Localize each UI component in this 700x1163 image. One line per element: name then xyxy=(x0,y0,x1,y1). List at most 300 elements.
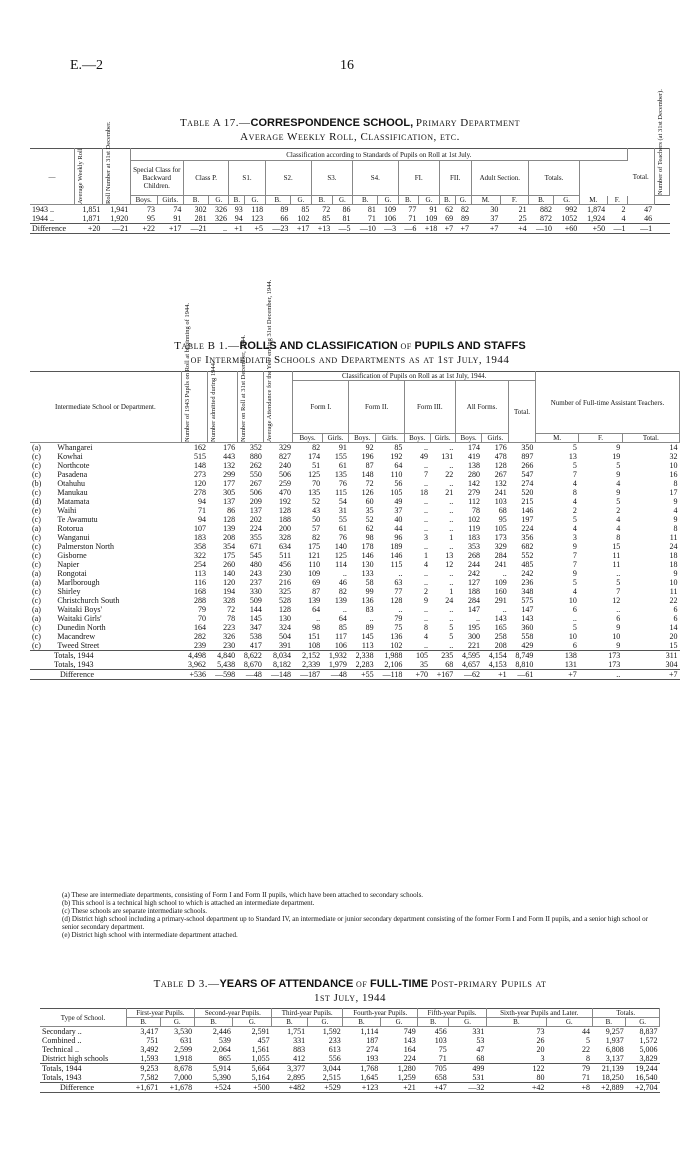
col-second-year: Second-year Pupils. xyxy=(194,1009,272,1018)
cell: 266 xyxy=(521,461,534,470)
cell: 865 xyxy=(218,1054,231,1063)
cell: 1,259 xyxy=(397,1073,416,1082)
table-row xyxy=(30,587,680,596)
cell: 10 xyxy=(669,578,678,587)
cell: 71 xyxy=(582,1073,590,1082)
cell: 506 xyxy=(249,488,262,497)
cell: .. xyxy=(369,614,374,623)
cell: 86 xyxy=(227,506,236,515)
cell: 682 xyxy=(521,542,534,551)
cell: 9 xyxy=(673,497,678,506)
subheader-cell: B. xyxy=(592,1018,626,1027)
cell: Napier xyxy=(57,560,80,569)
cell: 73 xyxy=(536,1027,545,1036)
cell: 1,851 xyxy=(82,205,101,214)
cell: 1,751 xyxy=(287,1027,306,1036)
cell: 11 xyxy=(669,587,678,596)
cell: 7 xyxy=(572,551,577,560)
cell: .. xyxy=(424,641,429,650)
cell: 215 xyxy=(521,497,534,506)
cell: 5 xyxy=(572,515,577,524)
cell: 128 xyxy=(278,506,291,515)
cell: 125 xyxy=(308,470,321,479)
cell: .. xyxy=(449,443,454,452)
cell: 216 xyxy=(278,578,291,587)
cell: 128 xyxy=(390,596,403,605)
cell: 70 xyxy=(312,479,321,488)
cell: 11 xyxy=(612,551,621,560)
cell: 164 xyxy=(403,1045,416,1054)
cell: 52 xyxy=(365,515,374,524)
col-fifth-year: Fifth-year Pupils. xyxy=(418,1009,487,1018)
subheader-cell: G. xyxy=(160,1018,194,1027)
col-s2: S2. xyxy=(265,161,311,196)
cell: 137 xyxy=(223,497,236,506)
table-row xyxy=(30,506,680,515)
cell: 26 xyxy=(536,1036,545,1045)
cell: 18 xyxy=(669,560,678,569)
table-row xyxy=(30,524,680,533)
cell: Wanganui xyxy=(57,533,90,542)
cell: +18 xyxy=(424,224,438,233)
subheader-cell: Boys. xyxy=(130,196,157,205)
cell: 4 xyxy=(673,506,678,515)
cell: 119 xyxy=(468,524,480,533)
cell: 94 xyxy=(197,497,206,506)
cell: +17 xyxy=(296,224,310,233)
cell: Palmerston North xyxy=(57,542,115,551)
cell: 5 xyxy=(616,461,621,470)
subheader-cell: F. xyxy=(607,196,627,205)
cell: 221 xyxy=(467,641,480,650)
cell: 3,044 xyxy=(322,1064,341,1073)
cell: 173 xyxy=(608,651,621,660)
cell: 1,114 xyxy=(360,1027,379,1036)
col-roll-number: Roll Number at 31st December. xyxy=(104,121,112,204)
cell: 76 xyxy=(338,533,347,542)
cell: 2,895 xyxy=(287,1073,306,1082)
cell: —62 xyxy=(463,670,480,679)
cell: 103 xyxy=(434,1036,447,1045)
cell: 80 xyxy=(536,1073,545,1082)
cell: Totals, 1943 xyxy=(54,660,94,669)
cell: 259 xyxy=(278,479,291,488)
cell: Secondary .. xyxy=(42,1027,82,1036)
cell: 82 xyxy=(461,205,470,214)
cell: 148 xyxy=(193,461,206,470)
cell: 324 xyxy=(278,623,291,632)
cell: 350 xyxy=(521,443,534,452)
cell: 235 xyxy=(441,651,454,660)
cell: 1,055 xyxy=(251,1054,270,1063)
cell: 8 xyxy=(424,623,429,632)
cell: 105 xyxy=(390,488,403,497)
cell: 9 xyxy=(616,623,621,632)
cell: 671 xyxy=(249,542,262,551)
cell: 178 xyxy=(361,542,374,551)
subheader-cell: G. xyxy=(449,1018,487,1027)
cell: 6,808 xyxy=(605,1045,624,1054)
table-a17: — Average Weekly Roll Roll Number at 31st December. Classification according to Standards of Pupils on Roll at 1st July. Total. Number of Teachers (at 31st December). Special Class for Backward Children. Class P. S1. S2. S3. S4. FI. FII. Adult Section. Totals. Boys. Girls. B. G. B. G. B. G. B. G. B. G. B. G. B. G. M. F. B. G. M. F. 1943 .. 1,851 1,941 73 74 302 326 93 118 89 85 72 86 81 109 77 91 62 82 30 21 882 992 1,874 2 47 1944 .. 1,871 1,920 95 91 281 326 94 123 66 102 85 81 71 106 71 109 69 89 37 25 872 1052 1,924 4 46 Difference +20 —21 +22 +17 —21 .. +1 +5 —23 +17 +13 —5 —10 —3 —6 +18 +7 +7 +7 +4 —10 +60 +50 —1 —1 xyxy=(30,148,670,234)
cell: 60 xyxy=(365,497,374,506)
subheader-cell: G. xyxy=(209,196,229,205)
col-f1: FI. xyxy=(398,161,439,196)
cell: 147 xyxy=(521,605,534,614)
cell: —148 xyxy=(270,670,291,679)
subheader-cell: B. xyxy=(529,196,554,205)
cell: 77 xyxy=(394,587,403,596)
cell: 82 xyxy=(312,533,321,542)
cell: 2 xyxy=(424,587,429,596)
cell: 282 xyxy=(193,632,206,641)
cell: 552 xyxy=(521,551,534,560)
cell: 165 xyxy=(494,623,507,632)
cell: 241 xyxy=(494,560,507,569)
cell: +524 xyxy=(214,1083,231,1092)
cell: 5 xyxy=(572,623,577,632)
cell: 304 xyxy=(665,660,678,669)
cell: 21,139 xyxy=(601,1064,624,1073)
cell: 131 xyxy=(564,660,577,669)
cell: —6 xyxy=(404,224,417,233)
cell: 13 xyxy=(445,551,454,560)
cell: 110 xyxy=(308,560,321,569)
subheader-cell: Girls. xyxy=(376,434,405,443)
cell: 146 xyxy=(361,551,374,560)
table-row xyxy=(30,452,680,461)
totals-row xyxy=(40,1073,660,1083)
cell: 224 xyxy=(521,524,534,533)
subheader-cell: B. xyxy=(343,1018,381,1027)
cell: +1 xyxy=(498,670,507,679)
cell: 470 xyxy=(278,488,291,497)
subheader-cell: G. xyxy=(307,1018,343,1027)
cell: Northcote xyxy=(57,461,90,470)
cell: 49 xyxy=(420,452,429,461)
cell: 71 xyxy=(438,1054,447,1063)
cell: 49 xyxy=(394,497,403,506)
cell: 70 xyxy=(197,614,206,623)
cell: 131 xyxy=(441,452,454,461)
note: (c) These schools are separate intermediate schools. xyxy=(62,907,208,915)
table-row xyxy=(30,205,670,215)
cell: 2,152 xyxy=(302,651,321,660)
cell: 54 xyxy=(338,497,347,506)
cell: +60 xyxy=(564,224,578,233)
cell: +2,889 xyxy=(601,1083,624,1092)
cell: +70 xyxy=(415,670,429,679)
cell: Te Awamutu xyxy=(57,515,98,524)
cell: 174 xyxy=(308,452,321,461)
cell: (a) xyxy=(32,524,41,533)
cell: 331 xyxy=(293,1036,306,1045)
cell: 504 xyxy=(278,632,291,641)
col-admitted: Number admitted during 1944. xyxy=(210,361,218,442)
cell: +17 xyxy=(168,224,182,233)
cell: 136 xyxy=(390,632,403,641)
cell: 19,244 xyxy=(635,1064,658,1073)
cell: 9 xyxy=(673,515,678,524)
cell: 175 xyxy=(308,542,321,551)
cell: Totals, 1943 xyxy=(42,1073,82,1082)
cell: Totals, 1944 xyxy=(54,651,94,660)
cell: 1,561 xyxy=(251,1045,270,1054)
cell: 429 xyxy=(521,641,534,650)
table-a17-title: Table A 17.—CORRESPONDENCE SCHOOL, Primary Department xyxy=(179,117,521,129)
cell: 116 xyxy=(194,578,206,587)
cell: 3,492 xyxy=(140,1045,159,1054)
cell: 58 xyxy=(365,578,374,587)
cell: 358 xyxy=(193,542,206,551)
cell: 300 xyxy=(467,632,480,641)
cell: 176 xyxy=(494,443,507,452)
subheader-cell: B. xyxy=(272,1018,308,1027)
cell: 61 xyxy=(338,461,347,470)
cell: 331 xyxy=(472,1027,485,1036)
cell: 478 xyxy=(494,452,507,461)
cell: Tweed Street xyxy=(57,641,100,650)
cell: .. xyxy=(449,479,454,488)
cell: 550 xyxy=(249,470,262,479)
cell: 827 xyxy=(278,452,291,461)
table-row xyxy=(30,497,680,506)
cell: 288 xyxy=(193,596,206,605)
cell: 15 xyxy=(669,641,678,650)
cell: 7,582 xyxy=(140,1073,159,1082)
cell: 81 xyxy=(367,205,376,214)
cell: 3,377 xyxy=(287,1064,306,1073)
subheader-cell: G. xyxy=(418,196,439,205)
cell: .. xyxy=(449,542,454,551)
cell: 109 xyxy=(425,214,438,223)
cell: 456 xyxy=(434,1027,447,1036)
cell: 8,034 xyxy=(272,651,291,660)
cell: 146 xyxy=(521,506,534,515)
cell: 5 xyxy=(616,497,621,506)
cell: +1 xyxy=(234,224,243,233)
cell: 5,664 xyxy=(251,1064,270,1073)
cell: 3,829 xyxy=(639,1054,658,1063)
cell: 21 xyxy=(518,205,527,214)
cell: .. xyxy=(316,614,321,623)
cell: 115 xyxy=(390,560,403,569)
cell: 1,937 xyxy=(605,1036,624,1045)
table-row xyxy=(30,560,680,569)
table-row xyxy=(40,1045,660,1054)
cell: 5 xyxy=(586,1036,590,1045)
subheader-cell: G. xyxy=(245,196,265,205)
cell: 419 xyxy=(467,452,480,461)
cell: 284 xyxy=(467,596,480,605)
cell: 224 xyxy=(249,524,262,533)
cell: 456 xyxy=(278,560,291,569)
classification-header: Classification according to Standards of Pupils on Roll at 1st July. xyxy=(130,149,627,161)
note: (a) These are intermediate departments, consisting of Form I and Form II pupils, which have been attached to secondary schools. xyxy=(62,891,424,899)
cell: 91 xyxy=(429,205,438,214)
subheader-cell: B. xyxy=(311,196,332,205)
cell: Combined .. xyxy=(42,1036,82,1045)
cell: 267 xyxy=(249,479,262,488)
cell: Rotorua xyxy=(57,524,84,533)
cell: 94 xyxy=(197,515,206,524)
cell: Manukau xyxy=(57,488,88,497)
cell: 102 xyxy=(297,214,310,223)
cell: 136 xyxy=(361,596,374,605)
cell: 6 xyxy=(572,641,577,650)
cell: Difference xyxy=(60,670,95,679)
cell: 457 xyxy=(257,1036,270,1045)
cell: 35 xyxy=(365,506,374,515)
cell: 267 xyxy=(494,470,507,479)
cell: 8,810 xyxy=(515,660,534,669)
table-row xyxy=(30,515,680,524)
cell: 347 xyxy=(249,623,262,632)
cell: .. xyxy=(398,605,403,614)
cell: 17 xyxy=(669,488,678,497)
cell: 85 xyxy=(322,214,331,223)
cell: 880 xyxy=(249,452,262,461)
cell: 40 xyxy=(394,515,403,524)
cell: 78 xyxy=(227,614,236,623)
cell: 81 xyxy=(342,214,351,223)
cell: 355 xyxy=(249,533,262,542)
cell: 132 xyxy=(494,479,507,488)
table-row xyxy=(30,488,680,497)
cell: (c) xyxy=(32,542,41,551)
cell: (c) xyxy=(32,488,41,497)
cell: 102 xyxy=(390,641,403,650)
cell: 71 xyxy=(408,214,417,223)
cell: 2,591 xyxy=(251,1027,270,1036)
col-fourth-year: Fourth-year Pupils. xyxy=(343,1009,418,1018)
cell: (e) xyxy=(32,506,41,515)
cell: Technical .. xyxy=(42,1045,79,1054)
cell: 86 xyxy=(342,205,351,214)
cell: 1943 .. xyxy=(32,205,54,214)
cell: 1,768 xyxy=(360,1064,379,1073)
cell: 872 xyxy=(539,214,552,223)
cell: 5 xyxy=(572,461,577,470)
cell: 139 xyxy=(308,596,321,605)
cell: +123 xyxy=(361,1083,379,1092)
subheader-cell: B. xyxy=(229,196,245,205)
cell: 325 xyxy=(278,587,291,596)
cell: 12 xyxy=(612,596,621,605)
cell: 20 xyxy=(536,1045,545,1054)
cell: 148 xyxy=(361,470,374,479)
col-form-1: Form I. xyxy=(293,381,349,434)
subheader-cell: Girls. xyxy=(157,196,183,205)
cell: 106 xyxy=(334,641,347,650)
table-row xyxy=(30,533,680,542)
cell: 71 xyxy=(197,506,206,515)
cell: 125 xyxy=(334,551,347,560)
cell: 147 xyxy=(467,605,480,614)
cell: Otahuhu xyxy=(57,479,85,488)
cell: +167 xyxy=(436,670,454,679)
cell: 254 xyxy=(193,560,206,569)
cell: 273 xyxy=(193,470,206,479)
cell: .. xyxy=(475,614,480,623)
cell: +47 xyxy=(434,1083,447,1092)
cell: 109 xyxy=(384,205,397,214)
cell: +7 xyxy=(668,670,678,679)
cell: 77 xyxy=(408,205,417,214)
cell: 311 xyxy=(665,651,678,660)
cell: 155 xyxy=(334,452,347,461)
cell: 5,390 xyxy=(212,1073,231,1082)
cell: 244 xyxy=(467,560,480,569)
cell: 105 xyxy=(494,524,507,533)
cell: 93 xyxy=(234,205,243,214)
cell: 4 xyxy=(616,515,621,524)
cell: 5,006 xyxy=(639,1045,658,1054)
cell: 274 xyxy=(521,479,534,488)
cell: 44 xyxy=(582,1027,590,1036)
cell: 658 xyxy=(434,1073,447,1082)
cell: 99 xyxy=(365,587,374,596)
table-row xyxy=(30,614,680,623)
cell: (c) xyxy=(32,596,41,605)
cell: —3 xyxy=(384,224,397,233)
cell: 64 xyxy=(312,605,321,614)
cell: 751 xyxy=(146,1036,159,1045)
subheader-cell: F. xyxy=(579,434,622,443)
cell: 417 xyxy=(249,641,262,650)
cell: 9,253 xyxy=(140,1064,159,1073)
cell: 83 xyxy=(365,605,374,614)
cell: 89 xyxy=(461,214,470,223)
cell: .. xyxy=(398,569,403,578)
cell: 68 xyxy=(476,1054,485,1063)
cell: 1,572 xyxy=(639,1036,658,1045)
cell: 443 xyxy=(223,452,236,461)
col-s4: S4. xyxy=(353,161,399,196)
cell: 9 xyxy=(424,596,429,605)
subheader-cell: Girls. xyxy=(482,434,509,443)
cell: 1,988 xyxy=(384,651,403,660)
cell: 18,250 xyxy=(601,1073,624,1082)
page-number: 16 xyxy=(340,58,354,73)
cell: 11 xyxy=(612,560,621,569)
note: (b) This school is a technical high school to which is attached an intermediate department. xyxy=(62,899,315,907)
cell: 3,417 xyxy=(140,1027,159,1036)
cell: 241 xyxy=(494,488,507,497)
cell: 196 xyxy=(361,452,374,461)
cell: 13 xyxy=(568,452,577,461)
cell: 8 xyxy=(673,524,678,533)
col-pupils-1943: Number of 1943 Pupils on Roll at beginning of 1944. xyxy=(183,302,191,442)
cell: +7 xyxy=(568,670,577,679)
col-class-p: Class P. xyxy=(183,161,229,196)
cell: 326 xyxy=(214,205,227,214)
cell: 62 xyxy=(365,524,374,533)
cell: (b) xyxy=(32,479,42,488)
cell: Christchurch South xyxy=(57,596,120,605)
col-form-3: Form III. xyxy=(404,381,455,434)
cell: 3,530 xyxy=(174,1027,193,1036)
cell: 8,622 xyxy=(243,651,262,660)
cell: .. xyxy=(424,506,429,515)
cell: .. xyxy=(424,542,429,551)
cell: 128 xyxy=(223,515,236,524)
cell: 75 xyxy=(438,1045,447,1054)
cell: 8,749 xyxy=(515,651,534,660)
col-f2: FII. xyxy=(439,161,471,196)
cell: 5 xyxy=(449,632,454,641)
cell: 9 xyxy=(616,470,621,479)
cell: 146 xyxy=(390,551,403,560)
